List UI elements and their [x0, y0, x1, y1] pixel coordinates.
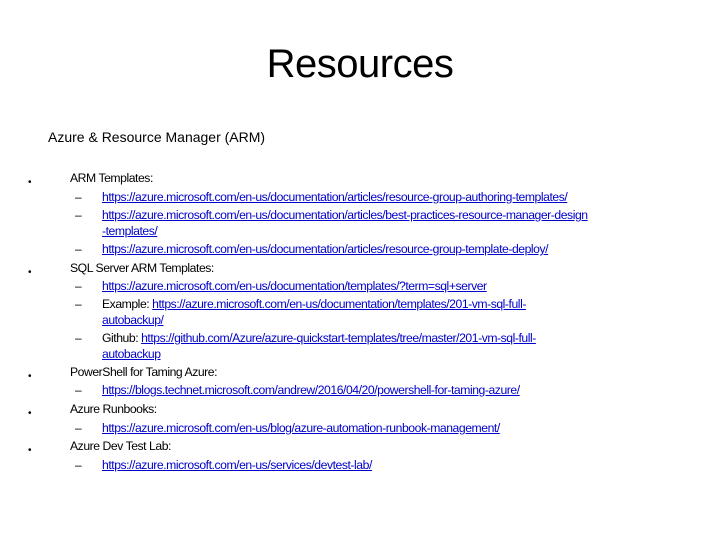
link-sql-github[interactable]: https://github.com/Azure/azure-quickstart-templates/tree/master/201-vm-sql-full- [141, 331, 536, 345]
link-sql-github-cont[interactable]: autobackup [102, 347, 161, 361]
dash-icon: – [75, 458, 82, 472]
link-arm-best-practices-cont[interactable]: -templates/ [102, 224, 158, 238]
slide-title: Resources [266, 42, 454, 86]
link-sql-templates[interactable]: https://azure.microsoft.com/en-us/documentation/templates/?term=sql+server [102, 279, 487, 293]
github-label: Github: [102, 331, 142, 345]
link-sql-example[interactable]: https://azure.microsoft.com/en-us/documentation/templates/201-vm-sql-full- [152, 297, 526, 311]
dash-icon: – [75, 279, 82, 293]
bullet-icon: • [28, 267, 32, 278]
link-arm-deploy[interactable]: https://azure.microsoft.com/en-us/documentation/articles/resource-group-template-deploy/ [102, 242, 549, 256]
dash-icon: – [75, 190, 82, 204]
bullet-icon: • [28, 408, 32, 419]
slide-subtitle: Azure & Resource Manager (ARM) [48, 129, 266, 145]
bullet-icon: • [28, 177, 32, 188]
bullet-icon: • [28, 371, 32, 382]
link-sql-example-cont[interactable]: autobackup/ [102, 313, 164, 327]
item-powershell: PowerShell for Taming Azure: [70, 365, 218, 379]
example-label: Example: [102, 297, 153, 311]
dash-icon: – [75, 331, 82, 345]
link-runbooks[interactable]: https://azure.microsoft.com/en-us/blog/azure-automation-runbook-management/ [102, 421, 500, 435]
item-devtest-lab: Azure Dev Test Lab: [70, 439, 171, 453]
item-runbooks: Azure Runbooks: [70, 402, 157, 416]
link-arm-authoring[interactable]: https://azure.microsoft.com/en-us/documentation/articles/resource-group-authoring-templates/ [102, 190, 568, 204]
link-powershell[interactable]: https://blogs.technet.microsoft.com/andrew/2016/04/20/powershell-for-taming-azure/ [102, 383, 520, 397]
dash-icon: – [75, 383, 82, 397]
bullet-icon: • [28, 445, 32, 456]
link-arm-best-practices[interactable]: https://azure.microsoft.com/en-us/documentation/articles/best-practices-resource-manager-design [102, 208, 588, 222]
item-arm-templates: ARM Templates: [70, 171, 153, 185]
link-devtest-lab[interactable]: https://azure.microsoft.com/en-us/services/devtest-lab/ [102, 458, 372, 472]
dash-icon: – [75, 421, 82, 435]
dash-icon: – [75, 242, 82, 256]
dash-icon: – [75, 208, 82, 222]
item-sql-templates: SQL Server ARM Templates: [70, 261, 214, 275]
dash-icon: – [75, 297, 82, 311]
